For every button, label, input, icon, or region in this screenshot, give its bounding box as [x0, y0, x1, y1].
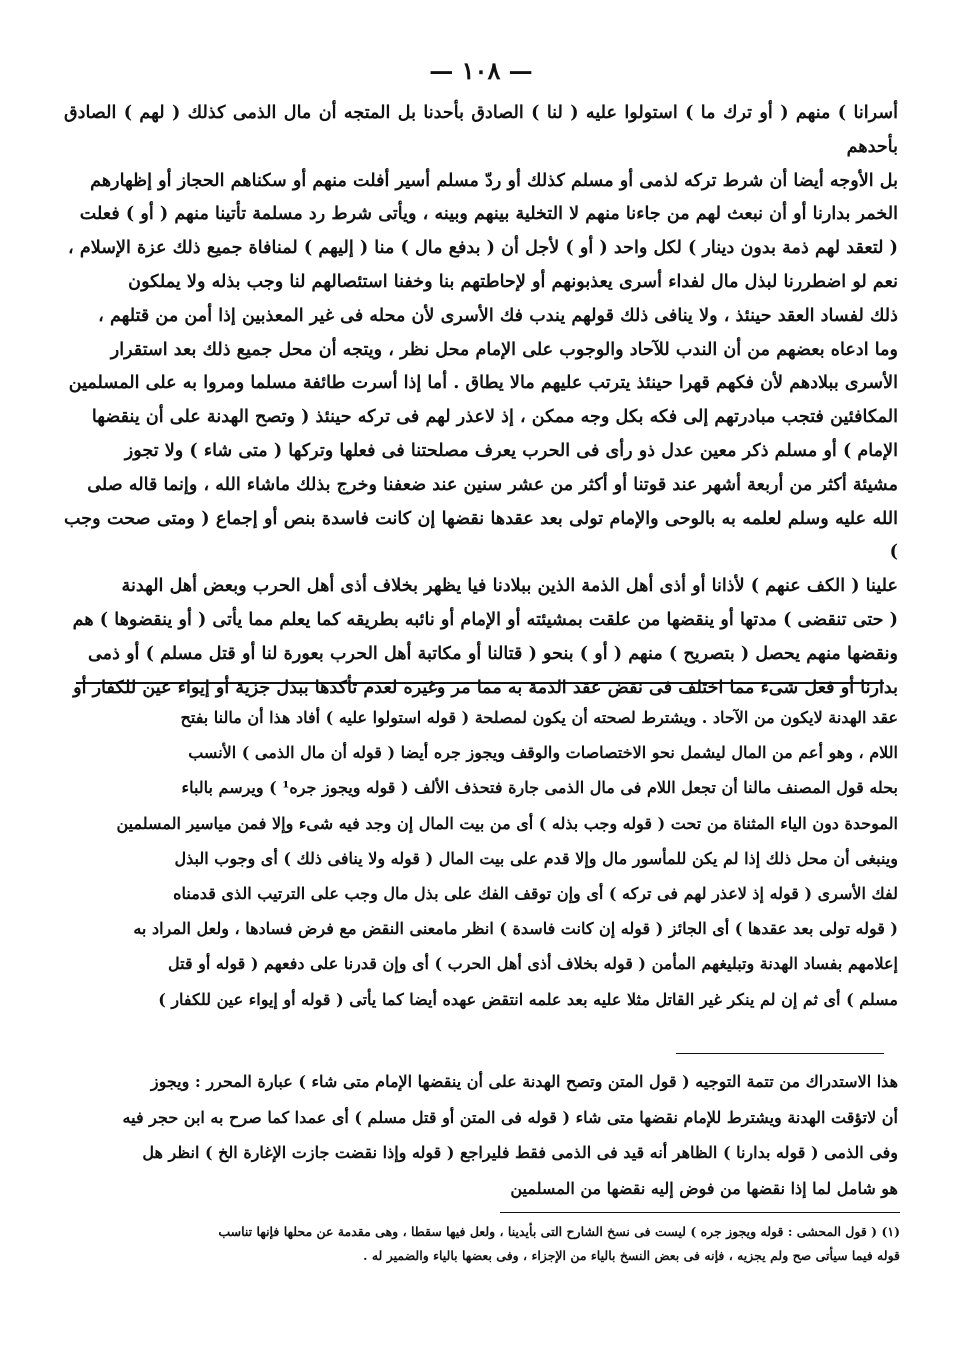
main-text-line: بل الأوجه أيضا أن شرط تركه لذمى أو مسلم كذلك أو ردّ مسلم أسير أفلت منهم أو سكناهم الحجاز أو إظهارهم [90, 169, 898, 191]
main-text-line: وما ادعاه بعضهم من أن الندب للآحاد والوجوب على الإمام محل نظر ، ويتجه أن محل جميع ذلك بعد استقرار [110, 338, 898, 360]
main-text-line: الأسرى ببلادهم لأن فكهم قهرا حينئذ يترتب عليهم مالا يطاق . أما إذا أسرت طائفة مسلما ومروا به على المسلمين [68, 372, 898, 394]
main-text-line: علينا ( الكف عنهم ) لأذانا أو أذى أهل الذمة الذين ببلادنا فيا يظهر بخلاف أذى أهل الحرب وبعض أهل الهدنة [121, 575, 898, 597]
commentary-line: عقد الهدنة لايكون من الآحاد . ويشترط لصحته أن يكون لمصلحة ( قوله استولوا عليه ) أفاد هذا أن مالنا بفتح [180, 708, 898, 727]
main-text-line: الإمام ) أو مسلم ذكر معين عدل ذو رأى فى الحرب يعرف مصلحتنا فى فعلها وتركها ( متى شاء ) ولا تجوز [124, 439, 898, 461]
commentary-line: هذا الاستدراك من تتمة التوجيه ( قول المتن وتصح الهدنة على أن ينقضها الإمام متى شاء ) عبارة المحرر : ويجوز [150, 1072, 898, 1091]
commentary-line: مسلم ) أى ثم إن لم ينكر غير القاتل مثلا عليه بعد علمه انتقض عهده أيضا كما يأتى ( قوله أو إيواء عين للكفار ) [158, 989, 898, 1009]
commentary-line: وينبغى أن محل ذلك إذا لم يكن للمأسور مال وإلا قدم على بيت المال ( قوله ولا ينافى ذلك ) أى وجوب البذل [174, 848, 898, 868]
main-text-line: الخمر بدارنا أو أن نبعث لهم من جاءنا منهم لا التخلية بينهم وبينه ، ويأتى شرط رد مسلمة تأتينا منهم ( أو ) فعلت [79, 203, 898, 225]
commentary-line: إعلامهم بفساد الهدنة وتبليغهم المأمن ( قوله بخلاف أذى أهل الحرب ) أى وإن قدرنا على دفعهم ( قوله أو قتل [168, 954, 898, 974]
commentary-line: اللام ، وهو أعم من المال ليشمل نحو الاختصاصات والوقف ويجوز جره أيضا ( قوله أن مال الذمى ) الأنسب [188, 743, 898, 763]
divider-commentary-second [676, 1053, 884, 1054]
page-number: — ١٠٨ — [429, 56, 533, 85]
main-text [64, 96, 898, 704]
commentary-line: ( قوله تولى بعد عقدها ) أى الجائز ( قوله إن كانت فاسدة ) انظر مامعنى النقض مع فرض فسادها ، ولعل المراد به [133, 919, 898, 939]
main-text-line: ( لتعقد لهم ذمة بدون دينار ) لكل واحد ( أو ) لأجل أن ( بدفع مال ) منا ( إليهم ) لمنافاة جميع ذلك عزة الإسلام ، [68, 237, 898, 259]
main-text-line: الله عليه وسلم لعلمه به بالوحى والإمام تولى بعد عقدها نقضها إن كانت فاسدة بنص أو إجماع ( ومتى صحت وجب ) [64, 507, 898, 563]
main-text-line: نعم لو اضطررنا لبذل مال لفداء أسرى يعذبونهم أو لإحاطتهم بنا وخفنا استئصالهم لنا وجب بذله ولا يملكون [128, 270, 898, 292]
main-text-line: ونقضها منهم يحصل ( بتصريح ) منهم ( أو ) بنحو ( قتالنا أو مكاتبة أهل الحرب بعورة لنا أو قتل مسلم ) أو ذمى [88, 642, 898, 664]
commentary-line: لفك الأسرى ( قوله إذ لاعذر لهم فى تركه ) أى وإن توقف الفك على بذل مال وجب على الترتيب الذى قدمناه [173, 884, 898, 904]
main-text-line: المكافئين فتجب مبادرتهم إلى فكه بكل وجه ممكن ، إذ لاعذر لهم فى تركه حينئذ ( وتصح الهدنة على أن ينقضها [91, 406, 898, 428]
commentary-second [64, 1064, 898, 1206]
commentary-first [64, 700, 898, 1017]
commentary-line: أن لاتؤقت الهدنة ويشترط للإمام نقضها متى شاء ( قوله فى المتن أو قتل مسلم ) أى عمدا كما صرح به ابن حجر فيه [122, 1107, 898, 1127]
commentary-line: هو شامل لما إذا نقضها من فوض إليه نقضها من المسلمين [510, 1178, 898, 1198]
commentary-line: الموحدة دون الياء المثناة من تحت ( قوله وجب بذله ) أى من بيت المال إن وجد فيه شىء وإلا فمن مياسير المسلمين [116, 813, 898, 833]
main-text-line: ( حتى تنقضى ) مدتها أو ينقضها من علقت بمشيئته أو الإمام أو نائبه بطريقه كما يعلم مما يأتى ( أو ينقضوها ) هم [72, 608, 898, 630]
commentary-line: بحله قول المصنف مالنا أن تجعل اللام فى مال الذمى جارة فتحذف الألف ( قوله ويجوز جره¹ ) ويرسم بالباء [181, 778, 898, 798]
footnote-line: قوله فيما سيأتى صح ولم يجزيه ، فإنه فى بعض النسخ بالياء من الإجزاء ، وفى بعضها بالياء والضمير له . [363, 1248, 900, 1263]
main-text-line: أسرانا ) منهم ( أو ترك ما ) استولوا عليه ( لنا ) الصادق بأحدنا بل المتجه أن مال الذمى كذلك ( لهم ) الصادق بأحدهم [64, 102, 898, 157]
main-text-line: بدارنا أو فعل شىء مما اختلف فى نقض عقد الذمة به مما مر وغيره لعدم تأكدها ببذل جزية أو إيواء عين للكفار أو [73, 676, 898, 698]
footnote-line: (١) ( قول المحشى : قوله ويجوز جره ) ليست فى نسخ الشارح التى بأيدينا ، ولعل فيها سقطا ، وهى مقدمة عن محلها فإنها تناسب [218, 1224, 900, 1239]
main-text-line: ذلك لفساد العقد حينئذ ، ولا ينافى ذلك قولهم يندب فك الأسرى لأن محله فى غير المعذبين إذا أمن من قتلهم ، [98, 304, 898, 326]
main-text-line: مشيئة أكثر من أربعة أشهر عند قوتنا أو أكثر من عشر سنين عند ضعفنا وخرج بذلك ماشاء الله ، وإنما قاله صلى [87, 473, 898, 495]
footnote [64, 1220, 900, 1268]
divider-main-commentary [76, 682, 884, 684]
divider-footnote [500, 1212, 900, 1213]
commentary-line: وفى الذمى ( قوله بدارنا ) الظاهر أنه قيد فى الذمى فقط فليراجع ( قوله وإذا نقضت جازت الإغارة الخ ) انظر هل [142, 1143, 898, 1162]
